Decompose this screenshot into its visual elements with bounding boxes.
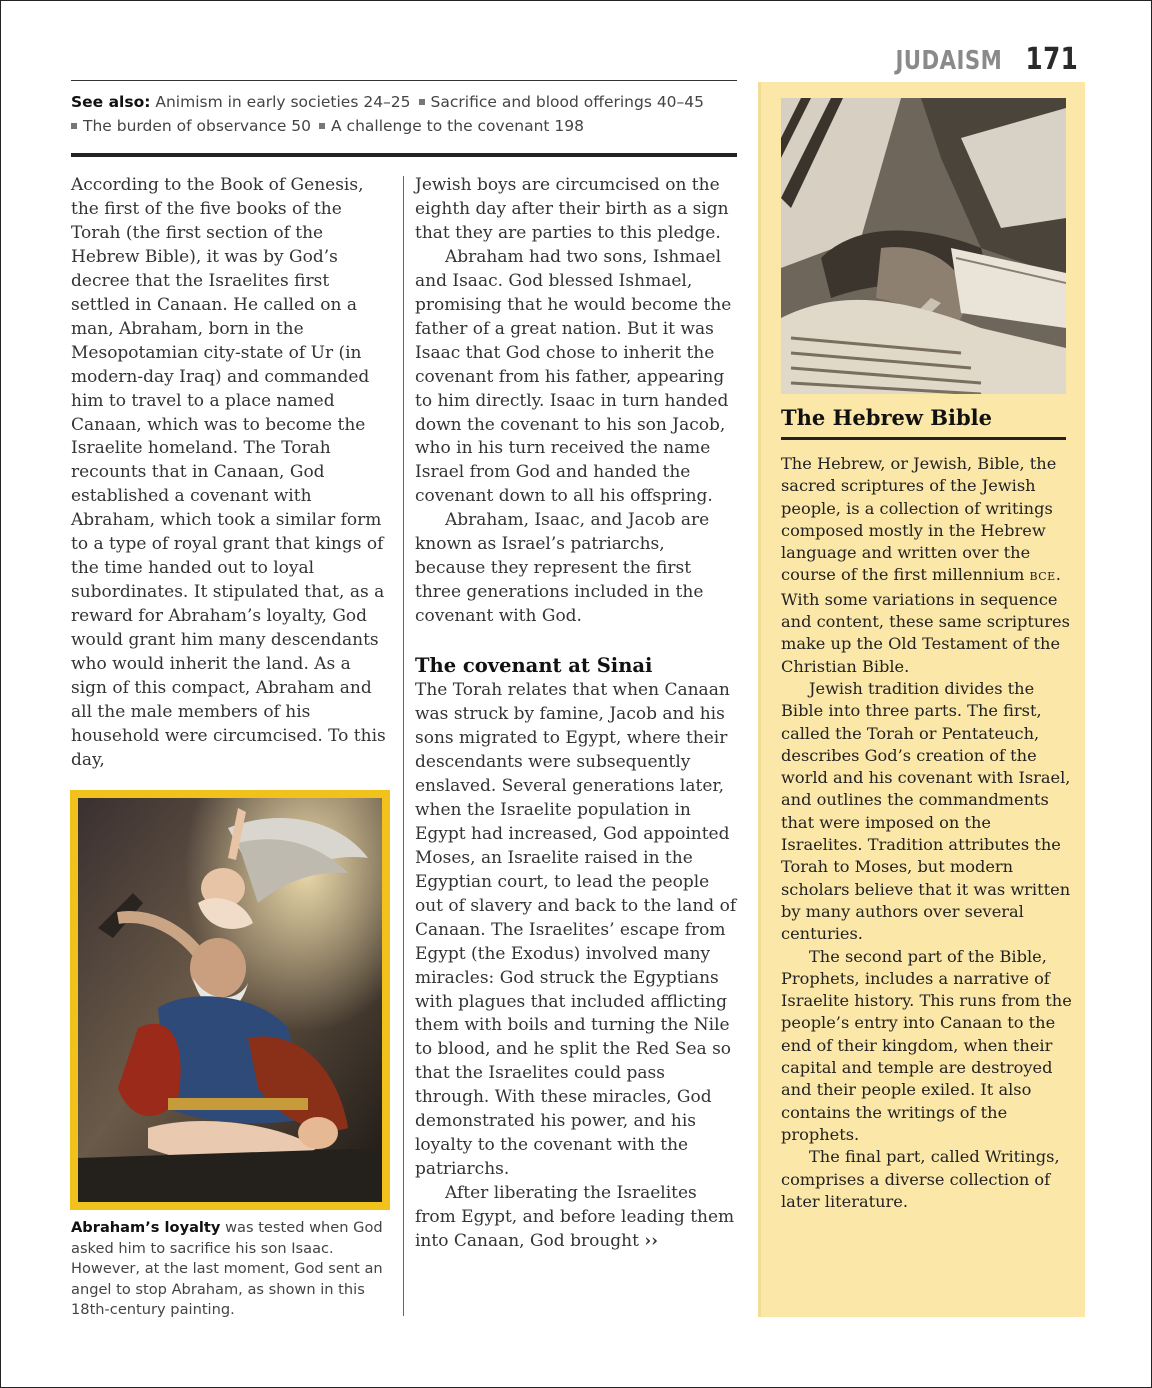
body-paragraph: Abraham had two sons, Ishmael and Isaac. God blessed Ishmael, promising that he would become the father of a great nation. But it was Isaac that God chose to inherit the covenant from his father, appearing to him directly. Isaac in turn handed down the covenant to his son Jacob, who in his turn received the name Israel from God and handed the covenant down to all his offspring. xyxy=(415,246,732,507)
bullet-square-icon xyxy=(71,123,77,129)
header-rule xyxy=(71,153,737,157)
caption-lead: Abraham’s loyalty xyxy=(71,1219,221,1236)
sidebar-paragraph: The final part, called Writings, comprises a diverse collection of later literature. xyxy=(781,1147,1060,1211)
sidebar-text-part: The Hebrew, or Jewish, Bible, the sacred scriptures of the Jewish people, is a collection of writings composed mostly in the Hebrew language and written over the course of the first millennium xyxy=(781,454,1057,585)
see-also xyxy=(71,80,737,138)
sidebar-paragraph xyxy=(781,453,1076,678)
body-paragraph: According to the Book of Genesis, the first of the five books of the Torah (the first section of the Hebrew Bible), it was by God’s decree that the Israelites first settled in Canaan. He called on a man, Abraham, born in the Mesopotamian city-state of Ur (in modern-day Iraq) and commanded him to travel to a place named Canaan, which was to become the Israelite homeland. The Torah recounts that in Canaan, God established a covenant with Abraham, which took a similar form to a type of royal grant that kings of the time handed out to loyal subordinates. It stipulated that, as a reward for Abraham’s loyalty, God would grant him many descendants who would inherit the land. As a sign of this compact, Abraham and all the male members of his household were circumcised. To this day, xyxy=(71,175,386,770)
caption-text: was tested when God asked him to sacrifice his son Isaac. However, at the last moment, God sent an angel to stop Abraham, as shown in this 18th-century painting. xyxy=(71,1219,383,1318)
subheading: The covenant at Sinai xyxy=(415,654,653,678)
torah-reading-photo xyxy=(781,98,1066,394)
sidebar-box xyxy=(758,82,1085,1317)
section-name: JUDAISM xyxy=(894,46,1002,76)
running-head xyxy=(872,42,1078,77)
column-1 xyxy=(71,174,391,773)
sidebar-title: The Hebrew Bible xyxy=(781,405,993,430)
body-paragraph xyxy=(415,1182,740,1254)
continue-arrow-icon: ›› xyxy=(644,1231,658,1252)
body-paragraph: The Torah relates that when Canaan was struck by famine, Jacob and his sons migrated to Egypt, where their descendants were subsequently enslaved. Several generations later, when the Israelite population in Egypt had increased, God appointed Moses, an Israelite raised in the Egyptian court, to lead the people out of slavery and back to the land of Canaan. The Israelites’ escape from Egypt (the Exodus) involved many miracles: God struck the Egyptians with plagues that included afflicting them with boils and turning the Nile to blood, and he split the Red Sea so that the Israelites could pass through. With these miracles, God demonstrated his power, and his loyalty to the covenant with the patriarchs. xyxy=(415,680,737,1180)
painting-image xyxy=(78,798,382,1202)
painting-abraham-isaac xyxy=(70,790,390,1210)
sidebar-paragraph: The second part of the Bible, Prophets, includes a narrative of Israelite history. This runs from the people’s entry into Canaan to the end of their kingdom, when their capital and temple are destroyed and their people exiled. It also contains the writings of the prophets. xyxy=(781,946,1072,1144)
sidebar-text xyxy=(781,453,1076,1213)
column-2 xyxy=(415,174,740,1254)
page-number: 171 xyxy=(1025,42,1078,77)
see-also-label: See also: xyxy=(71,93,151,111)
see-also-item: A challenge to the covenant 198 xyxy=(331,117,584,135)
see-also-item: Animism in early societies 24–25 xyxy=(155,93,411,111)
painting-caption xyxy=(71,1218,401,1321)
era-abbreviation: BCE xyxy=(1029,570,1056,584)
see-also-item: The burden of observance 50 xyxy=(83,117,312,135)
body-paragraph: Jewish boys are circumcised on the eighth day after their birth as a sign that they are parties to this pledge. xyxy=(415,175,729,243)
bullet-square-icon xyxy=(319,123,325,129)
sidebar-rule xyxy=(781,437,1066,440)
bullet-square-icon xyxy=(419,99,425,105)
sidebar-text-part: . With some variations in sequence and content, these same scriptures make up the Old Testament of the Christian Bible. xyxy=(781,565,1070,676)
body-text: After liberating the Israelites from Egypt, and before leading them into Canaan, God brought xyxy=(415,1183,735,1252)
column-divider xyxy=(403,176,404,1316)
body-paragraph: Abraham, Isaac, and Jacob are known as Israel’s patriarchs, because they represent the first three generations included in the covenant with God. xyxy=(415,510,710,627)
see-also-item: Sacrifice and blood offerings 40–45 xyxy=(430,93,705,111)
sidebar-paragraph: Jewish tradition divides the Bible into three parts. The first, called the Torah or Pentateuch, describes God’s creation of the world and his covenant with Israel, and outlines the commandments that were imposed on the Israelites. Tradition attributes the Torah to Moses, but modern scholars believe that it was written by many authors over several centuries. xyxy=(781,678,1071,944)
